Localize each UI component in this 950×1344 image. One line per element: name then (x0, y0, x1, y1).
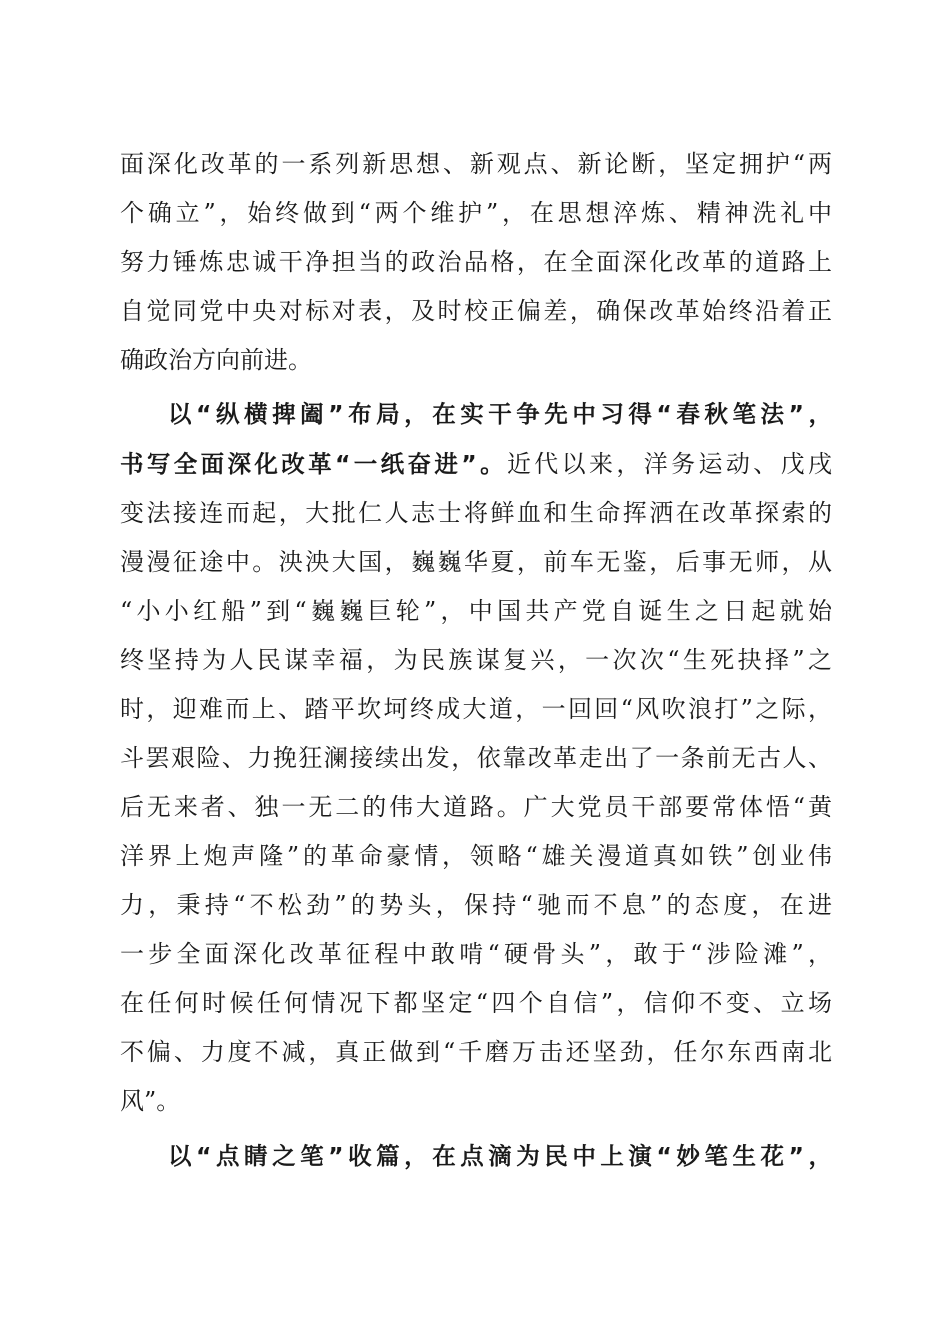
paragraph-line: 漫漫征途中。泱泱大国，巍巍华夏，前车无鉴，后事无师，从 (120, 548, 832, 576)
paragraph-line: 努力锤炼忠诚干净担当的政治品格，在全面深化改革的道路上 (120, 248, 832, 276)
paragraph-line: 个确立”，始终做到“两个维护”，在思想淬炼、精神洗礼中 (120, 199, 832, 227)
paragraph-line: 洋界上炮声隆”的革命豪情，领略“雄关漫道真如铁”创业伟 (120, 842, 832, 870)
section-heading-tail: 书写全面深化改革“一纸奋进”。 (120, 450, 507, 478)
paragraph-line: 力，秉持“不松劲”的势头，保持“驰而不息”的态度，在进 (120, 891, 832, 919)
section-heading: 以“纵横捭阖”布局，在实干争先中习得“春秋笔法”， (168, 400, 832, 428)
paragraph-line: 变法接连而起，大批仁人志士将鲜血和生命挥洒在改革探索的 (120, 499, 832, 527)
paragraph-line: 斗罢艰险、力挽狂澜接续出发，依靠改革走出了一条前无古人、 (120, 744, 832, 772)
paragraph-line: 后无来者、独一无二的伟大道路。广大党员干部要常体悟“黄 (120, 793, 832, 821)
paragraph-line: “小小红船”到“巍巍巨轮”，中国共产党自诞生之日起就始 (120, 597, 832, 625)
paragraph-line: 风”。 (120, 1087, 181, 1115)
heading-continuation-line (120, 444, 832, 484)
paragraph-line: 终坚持为人民谋幸福，为民族谋复兴，一次次“生死抉择”之 (120, 646, 832, 674)
paragraph-line: 时，迎难而上、踏平坎坷终成大道，一回回“风吹浪打”之际， (120, 695, 832, 723)
paragraph-line: 确政治方向前进。 (120, 346, 312, 374)
paragraph-line: 在任何时候任何情况下都坚定“四个自信”，信仰不变、立场 (120, 989, 832, 1017)
paragraph-line: 面深化改革的一系列新思想、新观点、新论断，坚定拥护“两 (120, 150, 832, 178)
paragraph-line: 不偏、力度不减，真正做到“千磨万击还坚劲，任尔东西南北 (120, 1038, 832, 1066)
section-heading: 以“点睛之笔”收篇，在点滴为民中上演“妙笔生花”， (168, 1142, 832, 1170)
paragraph-line: 自觉同党中央对标对表，及时校正偏差，确保改革始终沿着正 (120, 297, 832, 325)
paragraph-text: 近代以来，洋务运动、戊戌 (506, 450, 833, 478)
paragraph-line: 一步全面深化改革征程中敢啃“硬骨头”，敢于“涉险滩”， (120, 940, 832, 968)
